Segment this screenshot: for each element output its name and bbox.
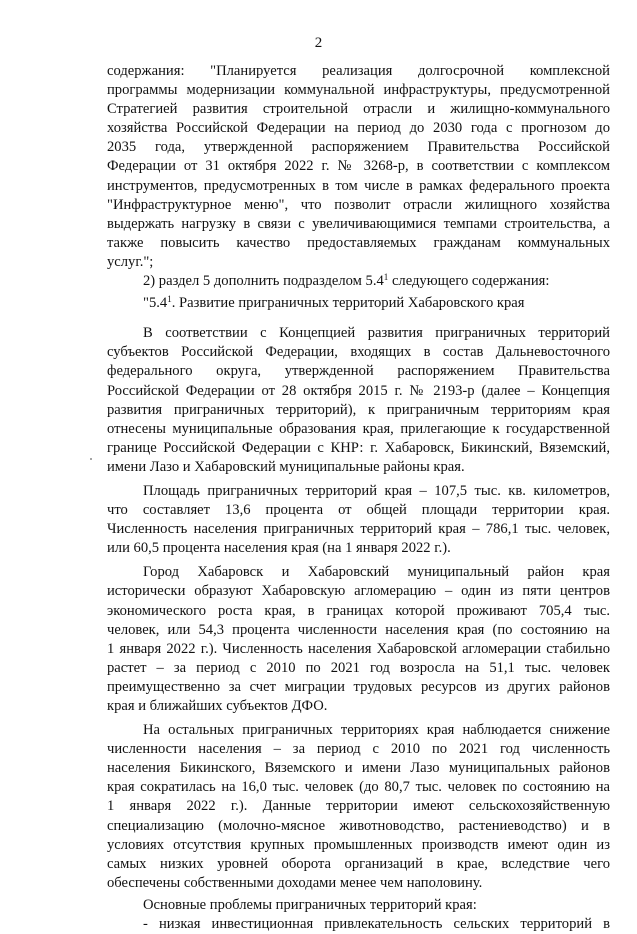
text-line: программы модернизации коммунальной инфраструктуры, предусмотренной [107, 82, 610, 99]
text-line: 1 января 2022 г.). Данные территории имеют сельскохозяйственную [107, 798, 610, 815]
text-line-last: услуг."; [107, 253, 154, 270]
paragraph-continuation [107, 62, 610, 272]
text-line: человек, или 54,3 процента численности населения края (по состоянию на [107, 621, 610, 638]
text-line: Федерации от 31 октября 2022 г. № 3268-р, в соответствии с комплексом [107, 158, 610, 175]
text-line: содержания: "Планируется реализация долгосрочной комплексной [107, 63, 610, 79]
problems-heading: Основные проблемы приграничных территорий края: [143, 896, 477, 913]
text-line: В соответствии с Концепцией развития приграничных территорий [143, 325, 610, 342]
text-line: условиях отсутствия крупных промышленных производств имеют один из [107, 836, 610, 853]
text-line: самых низких уровней оборота организаций в крае, вследствие чего [107, 855, 610, 872]
text-line-last: края и ближайших субъектов ДФО. [107, 698, 328, 714]
text-line: специализацию (молочно-мясное животноводство, растениеводство) и в [107, 817, 610, 834]
document-body [107, 62, 610, 934]
bullet-line: - низкая инвестиционная привлекательность сельских территорий в [143, 916, 610, 933]
text-line: хозяйства Российской Федерации на период до 2030 года с прогнозом до [107, 120, 610, 137]
text-line-last: имени Лазо и Хабаровский муниципальные районы края. [107, 458, 465, 475]
paragraph-decline [107, 721, 610, 893]
text-line: 2035 года, утвержденной распоряжением Правительства Российской [107, 139, 610, 156]
text-line: Численность населения приграничных территорий края – 786,1 тыс. человек, [107, 521, 610, 538]
paragraph-agglomeration [107, 563, 610, 716]
text-line: "Инфраструктурное меню", что позволит отрасли жилищного хозяйства [107, 196, 610, 213]
paragraph-concept [107, 324, 610, 477]
paragraph-area [107, 482, 610, 558]
text-line: преимущественно за счет миграции трудовых ресурсов из других районов [107, 678, 610, 695]
text-line: экономического роста края, в границах которой проживают 705,4 тыс. [107, 602, 610, 619]
text-line: На остальных приграничных территориях края наблюдается снижение [143, 722, 610, 739]
text-line: исторически образуют Хабаровскую агломерацию – один из пяти центров [107, 583, 610, 600]
text-line: края сократилась на 16,0 тыс. человек (до 80,7 тыс. человек по состоянию на [107, 779, 610, 796]
text-line: инструментов, предусмотренных в том числе в рамках федерального проекта [107, 177, 610, 194]
text-line-last: или 60,5 процента населения края (на 1 января 2022 г.). [107, 540, 451, 557]
text-line: что составляет 13,6 процента от общей площади территории края. [107, 502, 610, 519]
text-line: 1 января 2022 г.). Численность населения Хабаровской агломерации стабильно [107, 640, 610, 657]
text-line: численности населения – за период с 2010 по 2021 год численность [107, 741, 610, 758]
text-line: Площадь приграничных территорий края – 107,5 тыс. кв. километров, [143, 482, 610, 499]
subsection-title: "$5.4^1$. Развитие приграничных территорий Хабаровского края [143, 294, 525, 312]
text-line: границе Российской Федерации с КНР: г. Хабаровск, Бикинский, Вяземский, [107, 439, 610, 456]
text-line: отнесены муниципальные образования края, прилегающие к государственной [107, 420, 610, 437]
text-line: растет – за период с 2010 по 2021 год возросла на 51,1 тыс. человек [107, 659, 610, 676]
page-number: 2 [314, 35, 323, 51]
text-line-last: обеспечены собственными доходами менее чем наполовину. [107, 874, 483, 891]
text-line: Стратегией развития строительной отрасли и жилищно-коммунального [107, 101, 610, 118]
text-line: Город Хабаровск и Хабаровский муниципальный район края [143, 564, 610, 581]
text-line: федерального округа, утвержденной распоряжением Правительства [107, 363, 610, 380]
amendment-item-2: 2) раздел 5 дополнить подразделом $5.4^1$ следующего содержания: [143, 272, 550, 290]
text-line: Российской Федерации от 28 октября 2015 г. № 2193-р (далее – Концепция [107, 382, 610, 399]
text-line: населения Бикинского, Вяземского и имени Лазо муниципальных районов [107, 760, 610, 777]
text-line: также повысить качество предоставляемых гражданам коммунальных [107, 234, 610, 251]
scan-speck [90, 458, 92, 460]
text-line: субъектов Российской Федерации, входящих в состав Дальневосточного [107, 344, 610, 361]
text-line: развития приграничных территорий), к приграничным территориям края [107, 401, 610, 418]
text-line: выдержать нагрузку в связи с увеличивающимися темпами строительства, а [107, 215, 610, 232]
